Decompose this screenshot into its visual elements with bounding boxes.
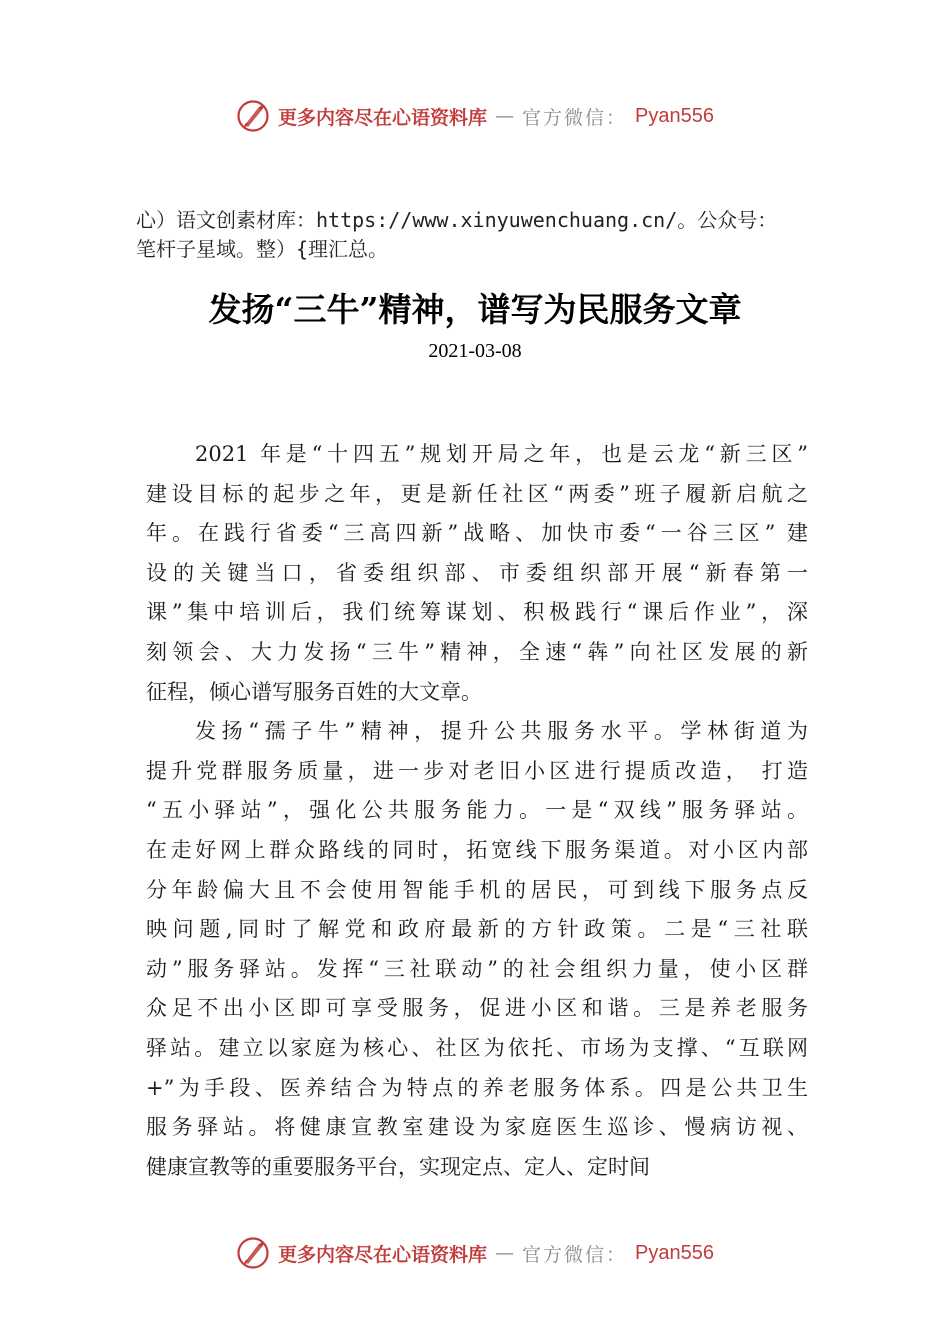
paragraph-line: +”为手段、医养结合为特点的养老服务体系。四是公共卫生 — [146, 1075, 808, 1100]
paragraph-line: 映问题,同时了解党和政府最新的方针政策。二是“三社联 — [146, 917, 808, 942]
paragraph-line: 年。在践行省委“三高四新”战略、加快市委“一谷三区” 建 — [146, 521, 808, 546]
paragraph-line: 动”服务驿站。发挥“三社联动”的社会组织力量，使小区群 — [146, 956, 808, 981]
source-note-line: 心）语文创素材库：https://www.xinyuwenchuang.cn/。公众号： — [136, 208, 778, 232]
banner-wechat-label: 官方微信： — [522, 1243, 628, 1266]
banner-wechat-id: Pyan556 — [635, 1241, 714, 1264]
paragraph-line: “五小驿站”，强化公共服务能力。一是“双线”服务驿站。 — [146, 798, 808, 823]
quill-pen-icon — [236, 1236, 270, 1270]
footer-banner — [0, 1233, 950, 1273]
paragraph-line: 服务驿站。将健康宣教室建设为家庭医生巡诊、慢病访视、 — [146, 1115, 808, 1140]
paragraph-line: 2021 年是“十四五”规划开局之年，也是云龙“新三区” — [195, 442, 808, 466]
banner-separator: — — [495, 105, 515, 127]
paragraph-line: 分年龄偏大且不会使用智能手机的居民，可到线下服务点反 — [146, 877, 808, 902]
header-banner — [0, 96, 950, 136]
quill-pen-icon — [236, 99, 270, 133]
paragraph-line: 健康宣教等的重要服务平台，实现定点、定人、定时间 — [146, 1154, 650, 1179]
source-note — [136, 206, 846, 264]
paragraph-line: 刻领会、大力发扬“三牛”精神，全速“犇”向社区发展的新 — [146, 639, 808, 664]
paragraph-line: 在走好网上群众路线的同时，拓宽线下服务渠道。对小区内部 — [146, 837, 808, 862]
article-title: 发扬“三牛”精神，谱写为民服务文章 — [208, 290, 742, 329]
paragraph-line: 建设目标的起步之年，更是新任社区“两委”班子履新启航之 — [146, 481, 808, 506]
banner-title: 更多内容尽在心语资料库 — [278, 1243, 488, 1266]
paragraph-line: 课”集中培训后，我们统筹谋划、积极践行“课后作业”，深 — [146, 600, 808, 625]
paragraph-line: 发扬“孺子牛”精神，提升公共服务水平。学林街道为 — [195, 719, 808, 744]
banner-separator: — — [495, 1242, 515, 1264]
paragraph-line: 提升党群服务质量，进一步对老旧小区进行提质改造， 打造 — [146, 758, 808, 783]
paragraph-line: 众足不出小区即可享受服务，促进小区和谐。三是养老服务 — [146, 996, 808, 1021]
banner-title: 更多内容尽在心语资料库 — [278, 106, 488, 129]
banner-wechat-id: Pyan556 — [635, 104, 714, 127]
article-date: 2021-03-08 — [428, 340, 522, 362]
paragraph-line: 驿站。建立以家庭为核心、社区为依托、市场为支撑、“互联网 — [146, 1035, 808, 1060]
paragraph-line: 设的关键当口，省委组织部、市委组织部开展“新春第一 — [146, 560, 808, 585]
article-body — [146, 435, 808, 1187]
paragraph-line: 征程，倾心谱写服务百姓的大文章。 — [146, 679, 482, 704]
source-note-line: 笔杆子星域。整）{理汇总。 — [136, 237, 389, 261]
banner-wechat-label: 官方微信： — [522, 106, 628, 129]
